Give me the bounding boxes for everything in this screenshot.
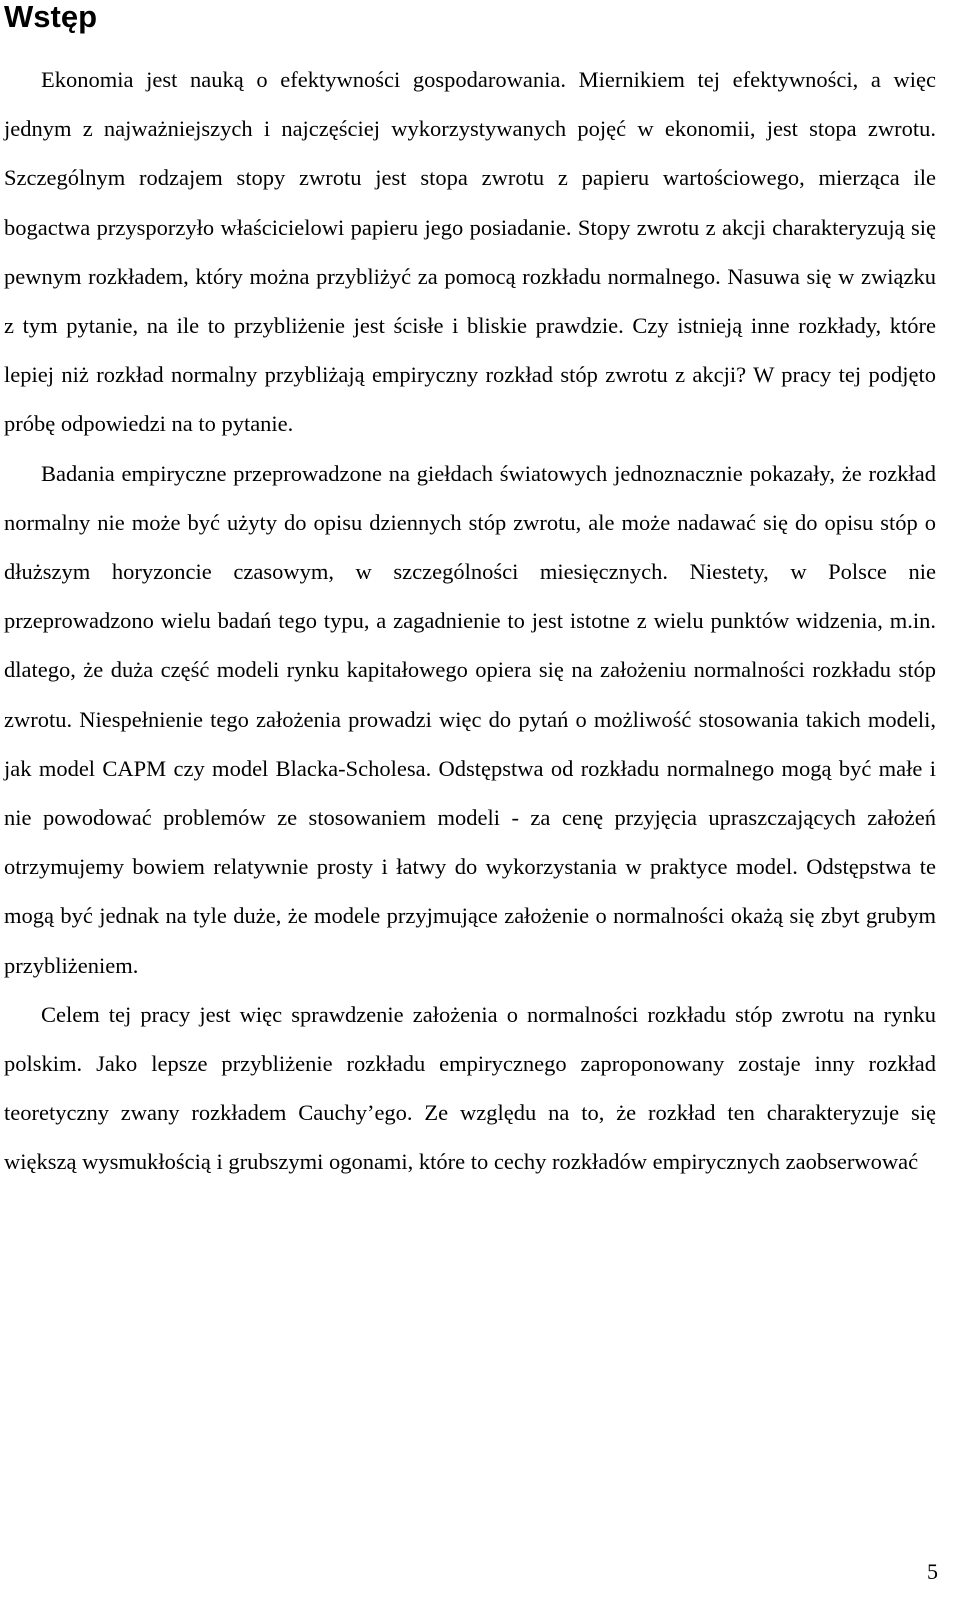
section-heading: Wstęp bbox=[4, 0, 97, 34]
paragraph-2: Badania empiryczne przeprowadzone na giełdach światowych jednoznacznie pokazały, że rozkład normalny nie może być użyty do opisu dziennych stóp zwrotu, ale może nadawać się do opisu stóp o dłuższym horyzoncie czasowym, w szczególności miesięcznych. Niestety, w Polsce nie przeprowadzono wielu badań tego typu, a zagadnienie to jest istotne z wielu punktów widzenia, m.in. dlatego, że duża część modeli rynku kapitałowego opiera się na założeniu normalności rozkładu stóp zwrotu. Niespełnienie tego założenia prowadzi więc do pytań o możliwość stosowania takich modeli, jak model CAPM czy model Blacka-Scholesa. Odstępstwa od rozkładu normalnego mogą być małe i nie powodować problemów ze stosowaniem modeli - za cenę przyjęcia upraszczających założeń otrzymujemy bowiem relatywnie prosty i łatwy do wykorzystania w praktyce model. Odstępstwa te mogą być jednak na tyle duże, że modele przyjmujące założenie o normalności okażą się zbyt grubym przybliżeniem. bbox=[4, 460, 936, 978]
document-page bbox=[4, 0, 936, 1187]
paragraph-3: Celem tej pracy jest więc sprawdzenie założenia o normalności rozkładu stóp zwrotu na rynku polskim. Jako lepsze przybliżenie rozkładu empirycznego zaproponowany zostaje inny rozkład teoretyczny zwany rozkładem Cauchy’ego. Ze względu na to, że rozkład ten charakteryzuje się większą wysmukłością i grubszymi ogonami, które to cechy rozkładów empirycznych zaobserwować bbox=[4, 1001, 936, 1175]
paragraph-1: Ekonomia jest nauką o efektywności gospodarowania. Miernikiem tej efektywności, a więc jednym z najważniejszych i najczęściej wykorzystywanych pojęć w ekonomii, jest stopa zwrotu. Szczególnym rodzajem stopy zwrotu jest stopa zwrotu z papieru wartościowego, mierząca ile bogactwa przysporzyło właścicielowi papieru jego posiadanie. Stopy zwrotu z akcji charakteryzują się pewnym rozkładem, który można przybliżyć za pomocą rozkładu normalnego. Nasuwa się w związku z tym pytanie, na ile to przybliżenie jest ścisłe i bliskie prawdzie. Czy istnieją inne rozkłady, które lepiej niż rozkład normalny przybliżają empiryczny rozkład stóp zwrotu z akcji? W pracy tej podjęto próbę odpowiedzi na to pytanie. bbox=[4, 67, 936, 437]
page-number: 5 bbox=[927, 1559, 938, 1584]
